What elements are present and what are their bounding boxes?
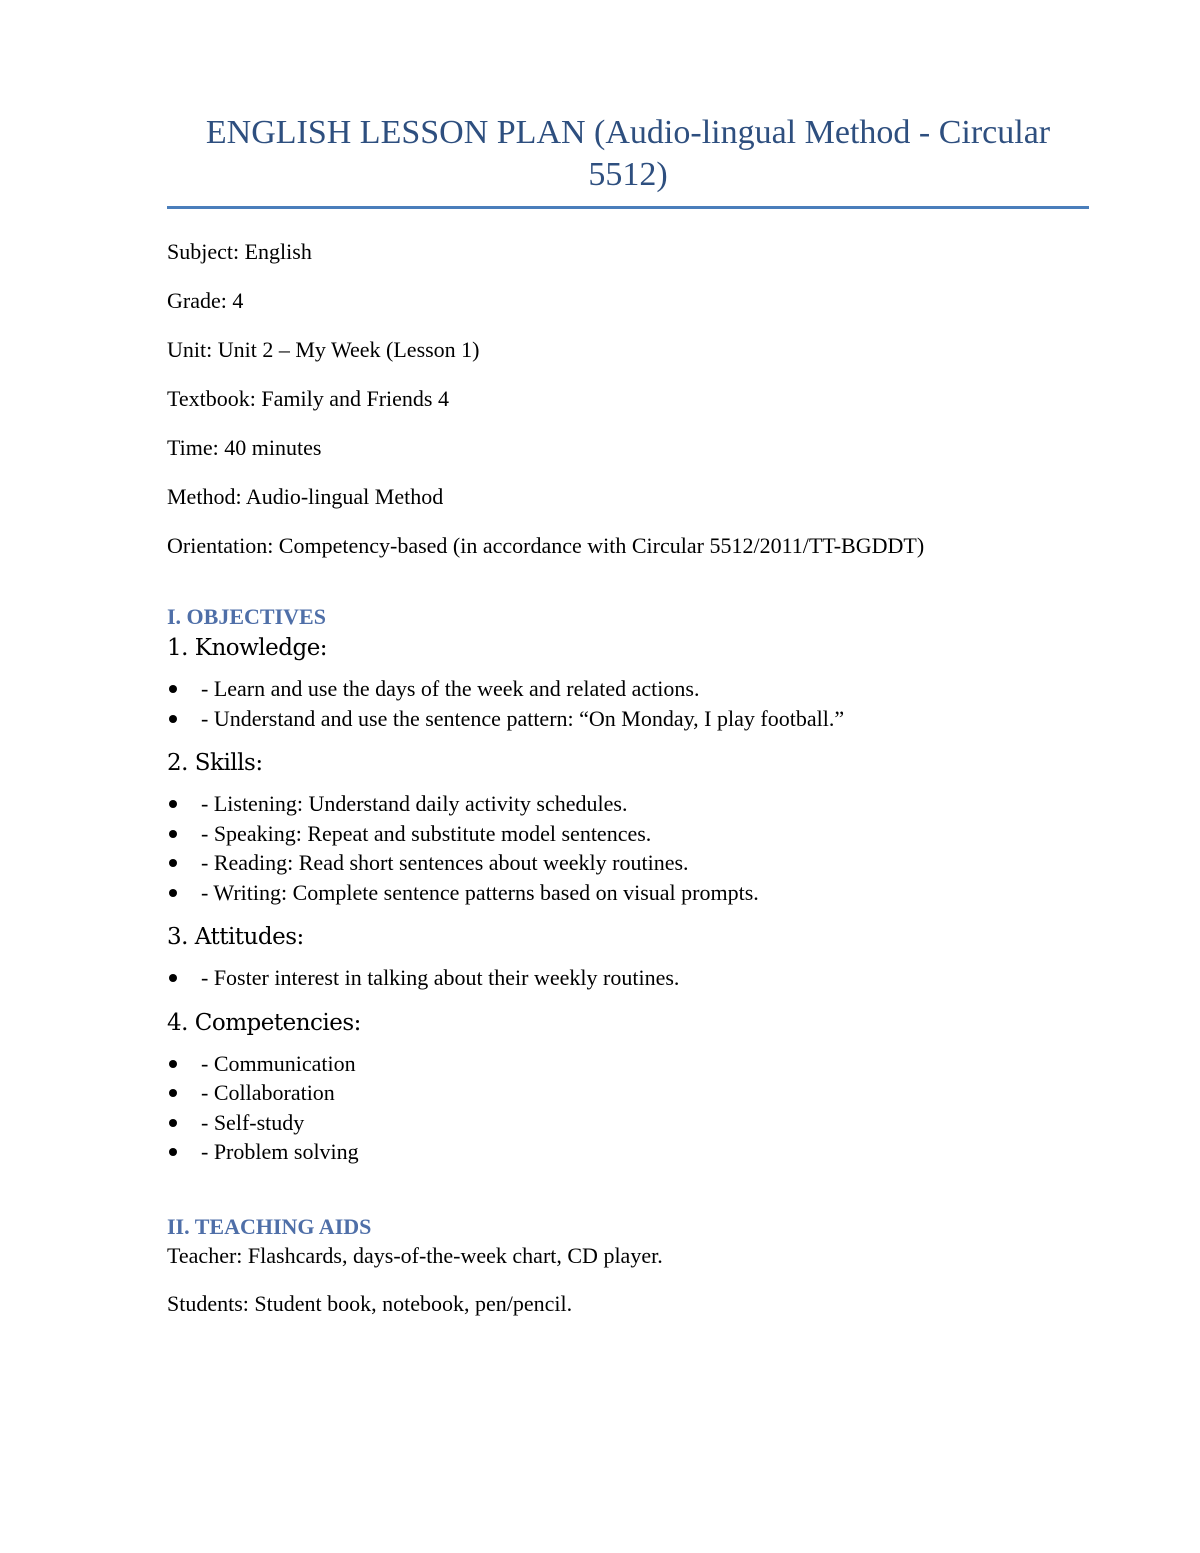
bullet-icon (169, 1119, 177, 1127)
meta-textbook: Textbook: Family and Friends 4 (167, 386, 449, 411)
bullet-icon (169, 715, 177, 723)
document-title: ENGLISH LESSON PLAN (Audio-lingual Method - Circular 5512) (205, 114, 1051, 193)
list-item-text: - Communication (201, 1050, 356, 1076)
list-item (167, 1049, 1089, 1079)
list-item (167, 1137, 1089, 1167)
list-item-text: - Self-study (201, 1109, 305, 1135)
list-item-text: - Writing: Complete sentence patterns based on visual prompts. (201, 879, 759, 905)
bullet-icon (169, 974, 177, 982)
meta-unit: Unit: Unit 2 – My Week (Lesson 1) (167, 337, 480, 362)
meta-orientation: Orientation: Competency-based (in accordance with Circular 5512/2011/TT-BGDDT) (167, 533, 925, 558)
bullet-icon (169, 889, 177, 897)
teacher-aids: Teacher: Flashcards, days-of-the-week chart, CD player. (167, 1242, 663, 1268)
list-item (167, 848, 1089, 878)
bullet-icon (169, 1089, 177, 1097)
list-item-text: - Foster interest in talking about their weekly routines. (201, 965, 680, 990)
bullet-icon (169, 859, 177, 867)
bullet-icon (169, 1060, 177, 1068)
title-underline (167, 206, 1089, 209)
meta-subject: Subject: English (167, 239, 312, 264)
list-item (167, 819, 1089, 849)
student-aids: Students: Student book, notebook, pen/pencil. (167, 1290, 573, 1316)
list-item-text: - Reading: Read short sentences about weekly routines. (201, 850, 689, 875)
meta-time: Time: 40 minutes (167, 435, 322, 460)
list-item (167, 1078, 1089, 1108)
list-item-text: - Speaking: Repeat and substitute model sentences. (201, 820, 652, 846)
document-page (167, 108, 1089, 1339)
bullet-icon (169, 830, 177, 838)
list-item (167, 878, 1089, 908)
objectives-heading: I. OBJECTIVES (167, 604, 326, 629)
list-item-text: - Understand and use the sentence pattern: “On Monday, I play football.” (201, 705, 845, 731)
meta-grade: Grade: 4 (167, 288, 244, 313)
knowledge-list (167, 674, 1089, 733)
list-item (167, 674, 1089, 704)
list-item (167, 1108, 1089, 1138)
teaching-aids-heading: II. TEACHING AIDS (167, 1213, 372, 1239)
skills-heading: 2. Skills: (167, 750, 263, 776)
knowledge-heading: 1. Knowledge: (167, 635, 328, 661)
attitudes-heading: 3. Attitudes: (167, 924, 304, 950)
bullet-icon (169, 800, 177, 808)
lesson-info (167, 239, 1089, 559)
teaching-aids-section (167, 1213, 1089, 1317)
meta-method: Method: Audio-lingual Method (167, 484, 444, 509)
attitudes-list (167, 963, 1089, 993)
bullet-icon (169, 1148, 177, 1156)
list-item (167, 704, 1089, 734)
list-item (167, 963, 1089, 993)
competencies-heading: 4. Competencies: (167, 1009, 361, 1036)
objectives-section (167, 603, 1089, 1167)
list-item (167, 789, 1089, 819)
bullet-icon (169, 685, 177, 693)
list-item-text: - Learn and use the days of the week and related actions. (201, 676, 700, 701)
skills-list (167, 789, 1089, 907)
list-item-text: - Listening: Understand daily activity schedules. (201, 791, 628, 816)
list-item-text: - Collaboration (201, 1080, 335, 1105)
list-item-text: - Problem solving (201, 1139, 359, 1164)
competencies-list (167, 1049, 1089, 1167)
